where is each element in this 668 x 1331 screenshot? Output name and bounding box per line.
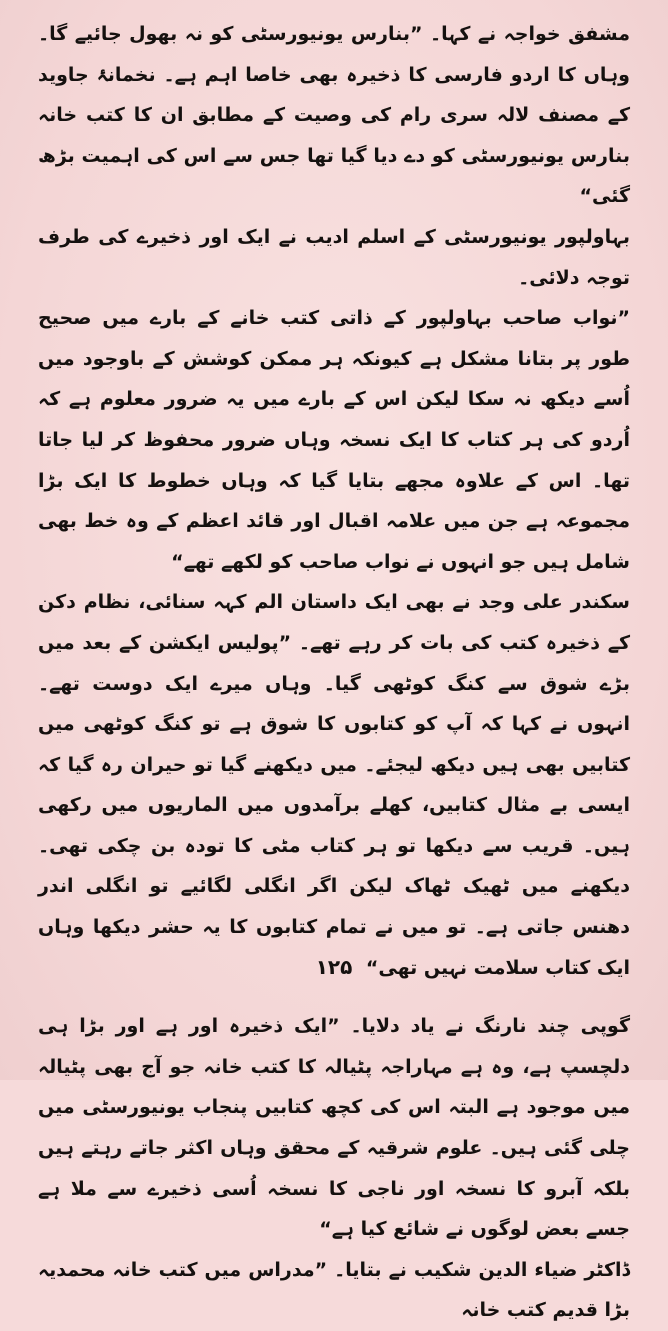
paragraph-mushfiq-khwaja: مشفق خواجہ نے کہا۔ ”بنارس یونیورسٹی کو نہ بھول جائیے گا۔ وہاں کا اردو فارسی کا ذخیرہ بھی خاصا اہم ہے۔ نخمانۂ جاوید کے مصنف لالہ سری رام کی وصیت کے مطابق ان کا کتب خانہ بنارس یونیورسٹی کو دے دیا گیا تھا جس سے اس کی اہمیت بڑھ گئی“ — [38, 23, 630, 208]
paragraph-zia-uddin-shakeb: ڈاکٹر ضیاء الدین شکیب نے بتایا۔ ”مدراس میں کتب خانہ محمدیہ بڑا قدیم کتب خانہ — [38, 1258, 630, 1322]
paragraph-nawab-bahawalpur: ”نواب صاحب بہاولپور کے ذاتی کتب خانے کے بارے میں صحیح طور پر بتانا مشکل ہے کیونکہ ہر ممکن کوشش کے باوجود میں اُسے دیکھ نہ سکا لیکن اس کے بارے میں یہ ضرور معلوم ہے کہ اُردو کی ہر کتاب کا ایک نسخہ وہاں ضرور محفوظ کر لیا جاتا تھا۔ اس کے علاوہ مجھے بتایا گیا کہ وہاں خطوط کا ایک بڑا مجموعہ ہے جن میں علامہ اقبال اور قائد اعظم کے وہ خط بھی شامل ہیں جو انہوں نے نواب صاحب کو لکھے تھے“ — [38, 307, 630, 573]
paragraph-aslam-adeeb: بہاولپور یونیورسٹی کے اسلم ادیب نے ایک اور ذخیرے کی طرف توجہ دلائی۔ — [38, 225, 630, 289]
body-text — [38, 14, 630, 1331]
paragraph-sikandar-ali-wajd: سکندر علی وجد نے بھی ایک داستان الم کہہ سنائی، نظام دکن کے ذخیرہ کتب کی بات کر رہے تھے۔ ”پولیس ایکشن کے بعد میں بڑے شوق سے کنگ کوٹھی گیا۔ وہاں میرے ایک دوست تھے۔ انہوں نے کہا کہ آپ کو کتابوں کا شوق ہے تو کنگ کوٹھی میں کتابیں بھی ہیں دیکھ لیجئے۔ میں دیکھنے گیا تو حیران رہ گیا کہ ایسی بے مثال کتابیں، کھلے برآمدوں میں الماریوں میں رکھی ہیں۔ قریب سے دیکھا تو ہر کتاب مٹی کا تودہ بن چکی تھی۔ دیکھنے میں ٹھیک ٹھاک لیکن اگر انگلی لگائیے تو انگلی اندر دھنس جاتی ہے۔ تو میں نے تمام کتابوں کا یہ حشر دیکھا وہاں ایک کتاب سلامت نہیں تھی“ — [38, 591, 630, 979]
page-number: ۱۲۵ — [315, 955, 353, 979]
paragraph-gopi-chand-narang: گوپی چند نارنگ نے یاد دلایا۔ ”ایک ذخیرہ اور ہے اور بڑا ہی دلچسپ ہے، وہ ہے مہاراجہ پٹیالہ کا کتب خانہ جو آج بھی پٹیالہ میں موجود ہے البتہ اس کی کچھ کتابیں پنجاب یونیورسٹی میں چلی گئی ہیں۔ علوم شرقیہ کے محقق وہاں اکثر جاتے رہتے ہیں بلکہ آبرو کا نسخہ اور ناجی کا نسخہ اُسی ذخیرے سے ملا ہے جسے بعض لوگوں نے شائع کیا ہے“ — [38, 1015, 630, 1241]
